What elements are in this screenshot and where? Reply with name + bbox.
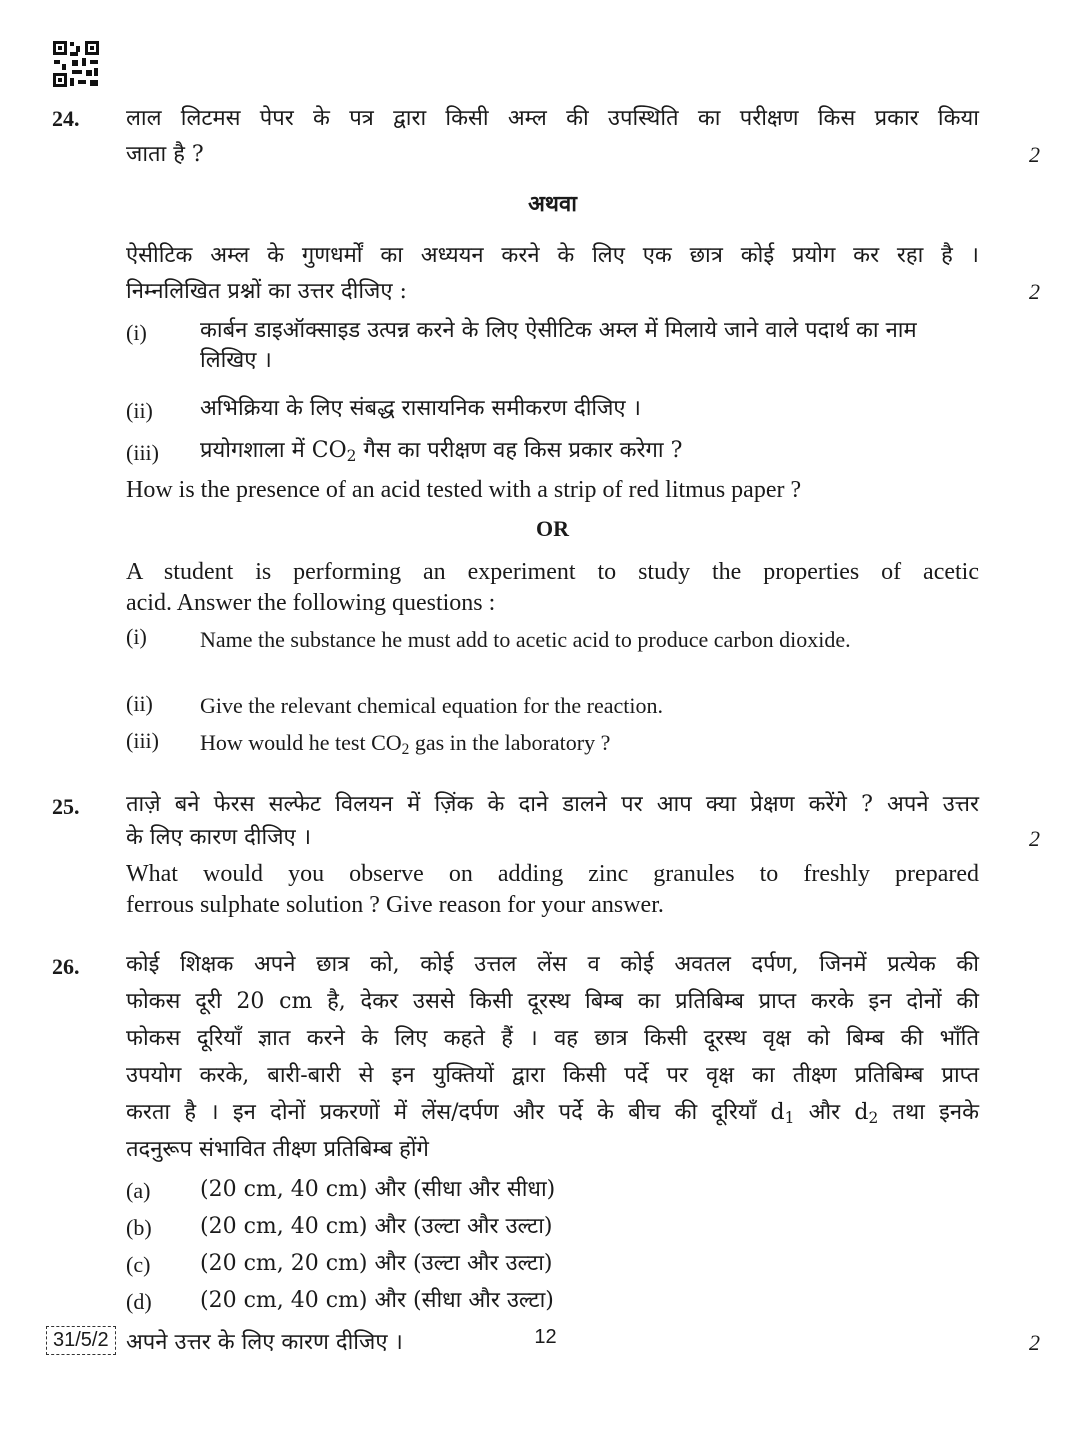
sub-question-hindi: कार्बन डाइऑक्साइड उत्पन्न करने के लिए ऐसीटिक अम्ल में मिलाये जाने वाले पदार्थ का नाम लिखिए । <box>200 318 917 373</box>
reason-prompt: अपने उत्तर के लिए कारण दीजिए । <box>126 1330 403 1355</box>
question-text-english: How is the presence of an acid tested with a strip of red litmus paper ? <box>126 477 802 503</box>
alt-question-english: A student is performing an experiment to study the properties of acetic <box>126 559 979 585</box>
question-text-hindi: फोकस दूरियाँ ज्ञात करने के लिए कहते हैं । वह छात्र किसी दूरस्थ वृक्ष को बिम्ब की भाँति <box>126 1026 979 1051</box>
alt-question-hindi: निम्नलिखित प्रश्नों का उत्तर दीजिए : <box>126 279 407 304</box>
sub-question-hindi: अभिक्रिया के लिए संबद्ध रासायनिक समीकरण दीजिए । <box>200 396 641 421</box>
sub-question-english: Give the relevant chemical equation for the reaction. <box>200 693 664 718</box>
question-number: 24. <box>52 106 80 131</box>
question-number: 25. <box>52 794 80 819</box>
question-text-hindi: कोई शिक्षक अपने छात्र को, कोई उत्तल लेंस व कोई अवतल दर्पण, जिनमें प्रत्येक की <box>126 952 979 977</box>
sub-question-hindi: प्रयोगशाला में $CO_2$ गैस का परीक्षण वह किस प्रकार करेगा ? <box>200 438 683 465</box>
question-text-hindi: फोकस दूरी 20 cm है, देकर उससे किसी दूरस्थ बिम्ब का प्रतिबिम्ब प्राप्त करके इन दोनों की <box>126 989 979 1014</box>
question-text-hindi: ताज़े बने फेरस सल्फेट विलयन में ज़िंक के दाने डालने पर आप क्या प्रेक्षण करेंगे ? अपने उत्तर <box>126 792 979 817</box>
marks: 2 <box>1029 279 1040 304</box>
or-divider-hindi: अथवा <box>528 191 577 217</box>
sub-label: (iii) <box>126 440 159 465</box>
sub-question-english: How would he test $CO_2$ gas in the laboratory ? <box>200 730 611 758</box>
sub-label: (iii) <box>126 728 159 753</box>
question-text-hindi: लाल लिटमस पेपर के पत्र द्वारा किसी अम्ल की उपस्थिति का परीक्षण किस प्रकार किया <box>126 106 979 131</box>
sub-label: (ii) <box>126 691 153 716</box>
marks: 2 <box>1029 142 1040 167</box>
marks: 2 <box>1029 826 1040 851</box>
question-text-english: ferrous sulphate solution ? Give reason for your answer. <box>126 892 664 918</box>
question-text-hindi: जाता है ? <box>126 142 204 167</box>
question-text-english: What would you observe on adding zinc granules to freshly prepared <box>126 861 979 887</box>
option-text: (20 cm, 40 cm) और (सीधा और उल्टा) <box>200 1288 554 1313</box>
sub-label: (i) <box>126 320 147 345</box>
option-label: (a) <box>126 1178 151 1203</box>
option-text: (20 cm, 40 cm) और (उल्टा और उल्टा) <box>200 1214 553 1239</box>
qr-code <box>52 40 100 88</box>
page-number: 12 <box>534 1326 557 1348</box>
sub-label: (i) <box>126 624 147 649</box>
sub-question-english: Name the substance he must add to acetic acid to produce carbon dioxide. <box>200 627 851 652</box>
option-text: (20 cm, 20 cm) और (उल्टा और उल्टा) <box>200 1251 553 1276</box>
option-label: (b) <box>126 1215 152 1240</box>
alt-question-hindi: ऐसीटिक अम्ल के गुणधर्मों का अध्ययन करने के लिए एक छात्र कोई प्रयोग कर रहा है । <box>126 243 979 268</box>
question-text-hindi: तदनुरूप संभावित तीक्ष्ण प्रतिबिम्ब होंगे <box>126 1137 429 1162</box>
paper-code: 31/5/2 <box>46 1326 116 1355</box>
question-text-hindi: के लिए कारण दीजिए । <box>126 825 312 850</box>
or-divider-english: OR <box>536 516 569 541</box>
question-text-hindi: उपयोग करके, बारी-बारी से इन युक्तियों द्वारा किसी पर्दे पर वृक्ष का तीक्ष्ण प्रतिबिम्ब प्राप्त <box>126 1063 979 1088</box>
question-number: 26. <box>52 954 80 979</box>
option-text: (20 cm, 40 cm) और (सीधा और सीधा) <box>200 1177 556 1202</box>
question-text-hindi: करता है । इन दोनों प्रकरणों में लेंस/दर्पण और पर्दे के बीच की दूरियाँ $d_1$ और $d_2$ तथा इनके <box>126 1100 979 1127</box>
option-label: (d) <box>126 1289 152 1314</box>
marks: 2 <box>1029 1330 1040 1355</box>
alt-question-english: acid. Answer the following questions : <box>126 590 496 616</box>
option-label: (c) <box>126 1252 151 1277</box>
sub-label: (ii) <box>126 398 153 423</box>
